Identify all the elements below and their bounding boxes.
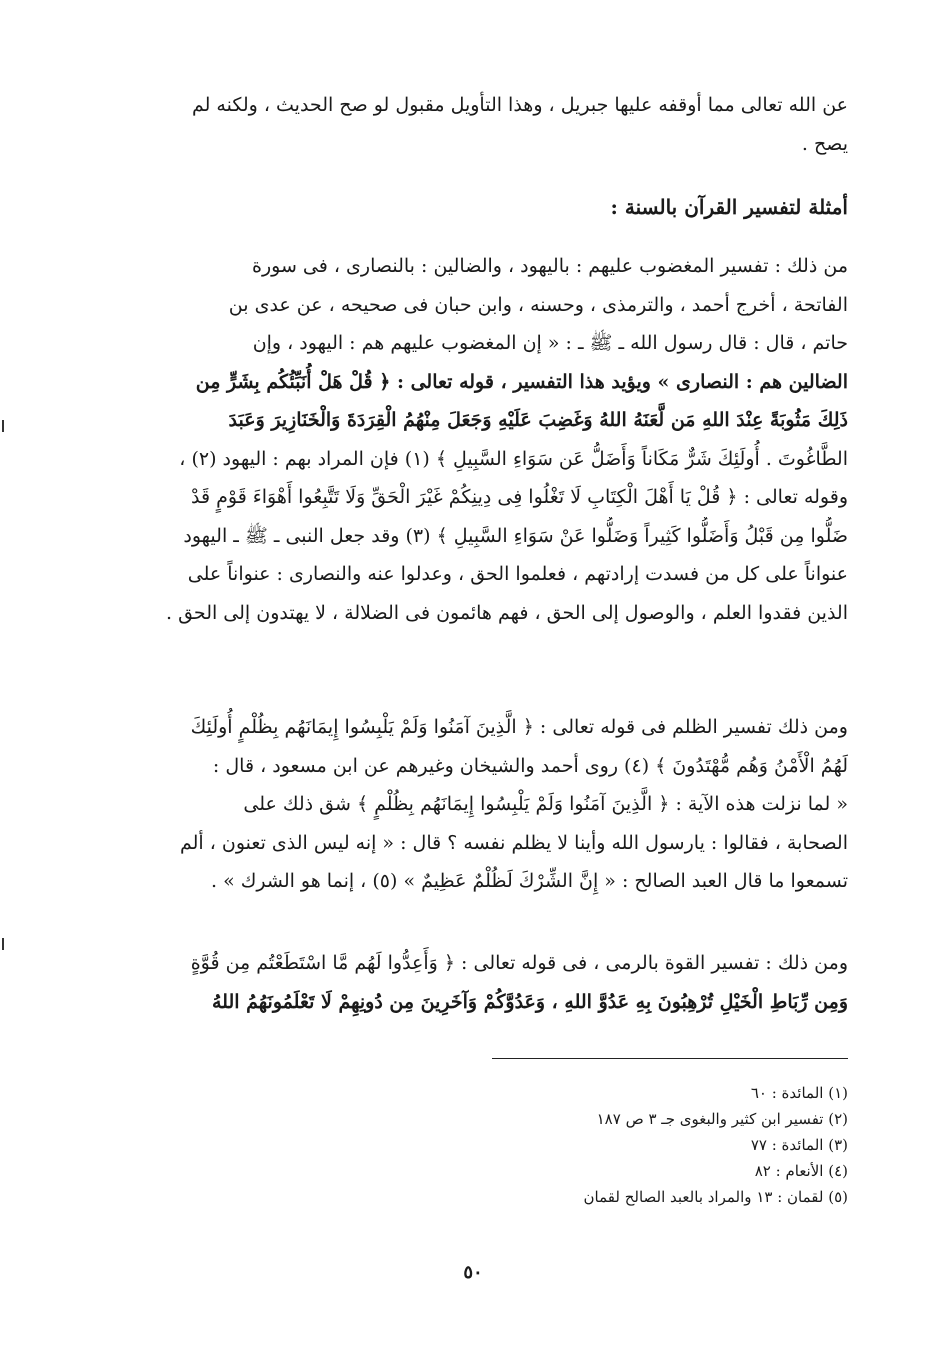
text-line: تسمعوا ما قال العبد الصالح : « إِنَّ الشِّرْكَ لَظُلْمٌ عَظِيمٌ » (٥) ، إنما هو الشرك » . — [210, 870, 848, 892]
footnote-separator — [492, 1058, 848, 1059]
footnote: (٢) تفسير ابن كثير والبغوى جـ ٣ ص ١٨٧ — [596, 1110, 848, 1128]
text-line: وقوله تعالى : ﴿ قُلْ يَا أَهْلَ الْكِتَابِ لَا تَغْلُوا فِى دِينِكُمْ غَيْرَ الْحَقِّ وَلَا تَتَّبِعُوا أَهْوَاءَ قَوْمٍ قَدْ — [191, 486, 848, 508]
text-line: لَهُمُ الْأَمْنُ وَهُم مُّهْتَدُونَ ﴾ (٤) روى أحمد والشيخان وغيرهم عن ابن مسعود ، قال : — [212, 754, 848, 777]
footnote: (٤) الأنعام : ٨٢ — [754, 1162, 848, 1180]
footnotes — [108, 1080, 848, 1210]
text-line: الضالين هم : النصارى » ويؤيد هذا التفسير ، قوله تعالى : ﴿ قُلْ هَلْ أُنَبِّئُكُم بِشَرٍّ مِن — [195, 370, 848, 393]
text-line: ضَلُّوا مِن قَبْلُ وَأَضَلُّوا كَثِيراً وَضَلُّوا عَنْ سَوَاءِ السَّبِيلِ ﴾ (٣) وقد جعل النبى ـ ﷺ ـ اليهود — [183, 524, 848, 547]
footnote: (٥) لقمان : ١٣ والمراد بالعبد الصالح لقمان — [583, 1188, 848, 1206]
text-line: الطَّاغُوتَ . أُولَئِكَ شَرٌّ مَكَاناً وَأَضَلُّ عَن سَوَاءِ السَّبِيلِ ﴾ (١) فإن المراد بهم : اليهود (٢) ، — [179, 447, 848, 470]
text-line: عنواناً على كل من فسدت إرادتهم ، فعلموا الحق ، وعدلوا عنه والنصارى : عنواناً على — [187, 563, 848, 585]
text-line: يصح . — [801, 132, 848, 155]
text-line: الصحابة ، فقالوا : يارسول الله وأينا لا يظلم نفسه ؟ قال : « إنه ليس الذى تعنون ، ألم — [179, 831, 848, 854]
text-line: ومن ذلك تفسير الظلم فى قوله تعالى : ﴿ الَّذِينَ آمَنُوا وَلَمْ يَلْبِسُوا إِيمَانَهُم بِظُلْمٍ أُولَئِكَ — [190, 716, 848, 738]
intro-text — [108, 86, 848, 163]
footnote: (١) المائدة : ٦٠ — [750, 1084, 848, 1102]
footnote: (٣) المائدة : ٧٧ — [750, 1136, 848, 1154]
text-line: ذَلِكَ مَثُوبَةً عِنْدَ اللهِ مَن لَّعَنَهُ اللهُ وَغَضِبَ عَلَيْهِ وَجَعَلَ مِنْهُمُ الْقِرَدَةَ وَالْخَنَازِيرَ وَعَبَدَ — [228, 409, 848, 431]
text-line: الذين فقدوا العلم ، والوصول إلى الحق ، فهم هائمون فى الضلالة ، لا يهتدون إلى الحق . — [166, 601, 848, 624]
text-line: وَمِن رِّبَاطِ الْخَيْلِ تُرْهِبُونَ بِهِ عَدُوَّ اللهِ ، وَعَدُوَّكُمْ وَآخَرِينَ مِن دُونِهِمْ لَا تَعْلَمُونَهُمُ اللهُ — [212, 990, 848, 1013]
paragraph-1 — [108, 247, 848, 632]
section-heading: أمثلة لتفسير القرآن بالسنة : — [610, 195, 848, 219]
text-line: الفاتحة ، أخرج أحمد ، والترمذى ، وحسنه ، وابن حبان فى صحيحه ، عن عدى بن — [228, 293, 848, 316]
scan-edge-mark — [2, 938, 4, 950]
text-line: حاتم ، قال : قال رسول الله ـ ﷺ ـ : « إن المغضوب عليهم هم : اليهود ، وإن — [252, 332, 848, 354]
scan-edge-mark — [2, 420, 4, 432]
text-line: « لما نزلت هذه الآية : ﴿ الَّذِينَ آمَنُوا وَلَمْ يَلْبِسُوا إِيمَانَهُم بِظُلْمٍ ﴾ شق ذلك على — [243, 793, 848, 815]
text-line: عن الله تعالى مما أوقفه عليها جبريل ، وهذا التأويل مقبول لو صح الحديث ، ولكنه لم — [191, 94, 848, 116]
paragraph-3 — [108, 944, 848, 1021]
text-line: ومن ذلك : تفسير القوة بالرمى ، فى قوله تعالى : ﴿ وَأَعِدُّوا لَهُم مَّا اسْتَطَعْتُم مِن قُوَّةٍ — [190, 952, 848, 974]
paragraph-2 — [108, 708, 848, 901]
page-number: ٥٠ — [463, 1262, 483, 1283]
text-line: من ذلك : تفسير المغضوب عليهم : باليهود ، والضالين : بالنصارى ، فى سورة — [252, 255, 848, 277]
